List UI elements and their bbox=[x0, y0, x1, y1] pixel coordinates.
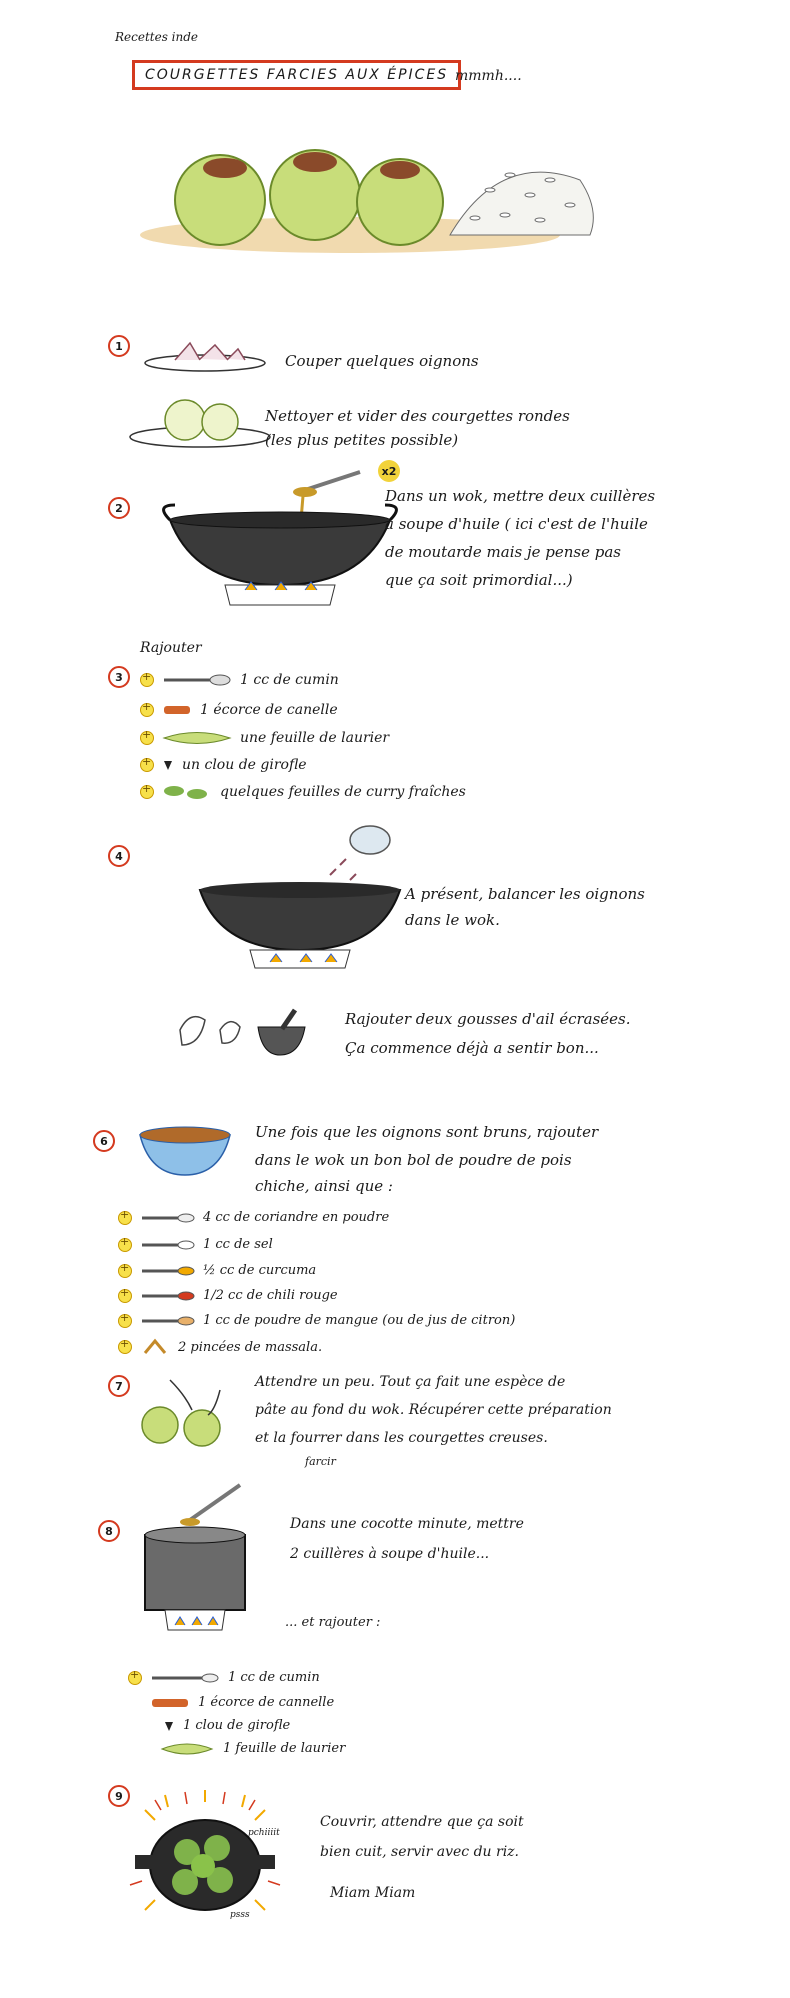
steam-sound-2: psss bbox=[230, 1910, 250, 1920]
step-8-number: 8 bbox=[98, 1520, 120, 1542]
step-2a-text-1: (les plus petites possible) bbox=[265, 431, 459, 449]
wok-with-spoon-icon bbox=[155, 460, 405, 610]
rice-pile bbox=[450, 172, 593, 235]
step-3-item-1: + 1 écorce de canelle bbox=[140, 702, 338, 718]
zucchini-1 bbox=[175, 155, 265, 245]
plus-icon bbox=[128, 1671, 142, 1685]
step-5-text-0: Rajouter deux gousses d'ail écrasées. bbox=[345, 1010, 631, 1028]
step-8-text-0: Dans une cocotte minute, mettre bbox=[290, 1516, 524, 1532]
step-1-text-0: Couper quelques oignons bbox=[285, 352, 479, 370]
pinch-icon bbox=[140, 1338, 170, 1356]
garlic-and-mortar-icon bbox=[170, 1005, 310, 1060]
step-7-text-0: Attendre un peu. Tout ça fait une espèce de bbox=[255, 1374, 566, 1390]
step-7-text-2: et la fourrer dans les courgettes creuses. bbox=[255, 1430, 548, 1446]
step-7-correction: farcir bbox=[305, 1455, 336, 1468]
plus-icon bbox=[118, 1340, 132, 1354]
step-3-item-3: + un clou de girofle bbox=[140, 757, 307, 773]
plus-icon bbox=[140, 731, 154, 745]
chickpea-flour-bowl-icon bbox=[135, 1120, 235, 1180]
sign-off: Miam Miam bbox=[330, 1885, 416, 1901]
plus-icon bbox=[140, 758, 154, 772]
step-6-item-3: + 1/2 cc de chili rouge bbox=[118, 1288, 338, 1303]
plus-icon bbox=[140, 785, 154, 799]
step-8-item-1: 1 écorce de cannelle bbox=[150, 1695, 334, 1710]
zucchini-plate-icon bbox=[125, 395, 275, 450]
step-4-text-1: dans le wok. bbox=[405, 911, 500, 929]
spoon-icon bbox=[162, 673, 232, 687]
step-9-text-1: bien cuit, servir avec du riz. bbox=[320, 1844, 520, 1860]
bay-leaf-icon bbox=[160, 1742, 215, 1756]
spoon-icon bbox=[140, 1265, 195, 1277]
step-9-number: 9 bbox=[108, 1785, 130, 1807]
step-8-intro: ... et rajouter : bbox=[285, 1615, 381, 1630]
step-3-item-0: + 1 cc de cumin bbox=[140, 672, 339, 688]
recipe-category: Recettes inde bbox=[115, 30, 199, 44]
step-2-text-0: Dans un wok, mettre deux cuillères bbox=[385, 487, 656, 505]
step-2-text-3: que ça soit primordial...) bbox=[385, 571, 573, 589]
step-6-item-5: + 2 pincées de massala. bbox=[118, 1338, 322, 1356]
plus-icon bbox=[118, 1289, 132, 1303]
bay-leaf-icon bbox=[162, 731, 232, 745]
covered-pot-icon bbox=[125, 1790, 285, 1930]
step-2a-text-0: Nettoyer et vider des courgettes rondes bbox=[265, 407, 570, 425]
step-1-number: 1 bbox=[108, 335, 130, 357]
step-2-text-1: a soupe d'huile ( ici c'est de l'huile bbox=[385, 515, 648, 533]
step-7-text-1: pâte au fond du wok. Récupérer cette préparation bbox=[255, 1402, 612, 1418]
step-3-item-2: + une feuille de laurier bbox=[140, 730, 389, 746]
spoon-icon bbox=[150, 1672, 220, 1684]
stuffed-zucchini-illustration bbox=[130, 140, 600, 260]
step-2-text-2: de moutarde mais je pense pas bbox=[385, 543, 622, 561]
exclamation: mmmh.... bbox=[455, 68, 522, 84]
plus-icon bbox=[118, 1314, 132, 1328]
stuffing-zucchini-icon bbox=[130, 1370, 240, 1450]
step-3-item-4: + quelques feuilles de curry fraîches bbox=[140, 783, 466, 801]
step-6-item-0: + 4 cc de coriandre en poudre bbox=[118, 1210, 389, 1225]
recipe-title: COURGETTES FARCIES AUX ÉPICES bbox=[132, 60, 461, 90]
spoon-icon bbox=[140, 1239, 195, 1251]
times-two-badge: x2 bbox=[378, 460, 400, 482]
plus-icon bbox=[118, 1264, 132, 1278]
step-4-text-0: A présent, balancer les oignons bbox=[405, 885, 645, 903]
spoon-icon bbox=[140, 1212, 195, 1224]
step-6-number: 6 bbox=[93, 1130, 115, 1152]
plus-icon bbox=[140, 703, 154, 717]
step-9-text-0: Couvrir, attendre que ça soit bbox=[320, 1814, 524, 1830]
step-6-item-4: + 1 cc de poudre de mangue (ou de jus de citron) bbox=[118, 1313, 515, 1328]
step-3-intro: Rajouter bbox=[140, 640, 202, 656]
step-3-number: 3 bbox=[108, 666, 130, 688]
step-6-item-1: + 1 cc de sel bbox=[118, 1237, 273, 1252]
spoon-icon bbox=[140, 1315, 195, 1327]
step-6-text-2: chiche, ainsi que : bbox=[255, 1177, 393, 1195]
step-5-text-1: Ça commence déjà a sentir bon... bbox=[345, 1039, 599, 1057]
zucchini-2 bbox=[270, 150, 360, 240]
cinnamon-bark-icon bbox=[150, 1697, 190, 1709]
step-6-item-2: + ½ cc de curcuma bbox=[118, 1263, 316, 1278]
clove-icon bbox=[163, 1720, 175, 1732]
onion-plate-icon bbox=[140, 335, 270, 375]
step-8-item-2: 1 clou de girofle bbox=[163, 1718, 290, 1733]
curry-leaves-icon bbox=[162, 783, 212, 801]
clove-icon bbox=[162, 758, 174, 772]
step-6-text-1: dans le wok un bon bol de poudre de pois bbox=[255, 1151, 572, 1169]
step-4-number: 4 bbox=[108, 845, 130, 867]
step-8-text-1: 2 cuillères à soupe d'huile... bbox=[290, 1546, 490, 1562]
zucchini-3 bbox=[357, 159, 443, 245]
wok-with-onions-icon bbox=[190, 810, 410, 970]
plus-icon bbox=[140, 673, 154, 687]
pressure-cooker-icon bbox=[130, 1480, 270, 1640]
step-7-number: 7 bbox=[108, 1375, 130, 1397]
steam-sound-1: pchiiiit bbox=[248, 1828, 280, 1838]
step-2-number: 2 bbox=[108, 497, 130, 519]
cinnamon-bark-icon bbox=[162, 703, 192, 717]
plus-icon bbox=[118, 1238, 132, 1252]
step-8-item-3: 1 feuille de laurier bbox=[160, 1741, 345, 1756]
step-6-text-0: Une fois que les oignons sont bruns, rajouter bbox=[255, 1123, 599, 1141]
spoon-icon bbox=[140, 1290, 195, 1302]
plus-icon bbox=[118, 1211, 132, 1225]
step-8-item-0: + 1 cc de cumin bbox=[128, 1670, 320, 1685]
